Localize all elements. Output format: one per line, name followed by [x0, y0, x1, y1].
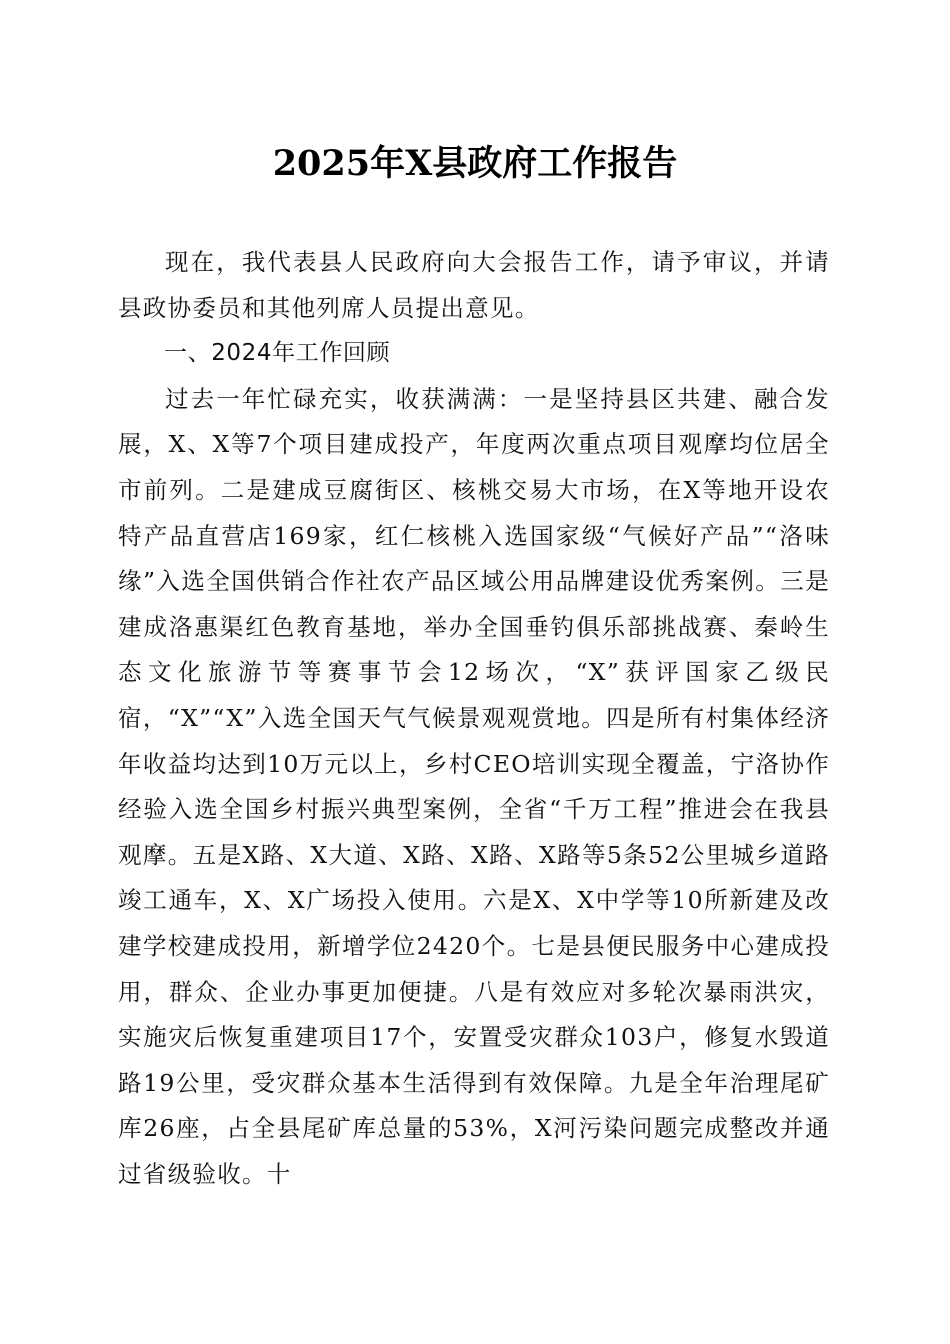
section-heading-review: 一、2024年工作回顾 [164, 340, 391, 367]
intro-paragraph: 现在，我代表县人民政府向大会报告工作，请予审议，并请县政协委员和其他列席人员提出意见。 [118, 248, 830, 322]
document-body [118, 240, 830, 1197]
review-paragraph: 过去一年忙碌充实，收获满满：一是坚持县区共建、融合发展，X、X等7个项目建成投产，年度两次重点项目观摩均位居全市前列。二是建成豆腐街区、核桃交易大市场，在X等地开设农特产品直营店169家，红仁核桃入选国家级“气候好产品”“洛味缘”入选全国供销合作社农产品区域公用品牌建设优秀案例。三是建成洛惠渠红色教育基地，举办全国垂钓俱乐部挑战赛、秦岭生态文化旅游节等赛事节会12场次，“X”获评国家乙级民宿，“X”“X”入选全国天气气候景观观赏地。四是所有村集体经济年收益均达到10万元以上，乡村CEO培训实现全覆盖，宁洛协作经验入选全国乡村振兴典型案例，全省“千万工程”推进会在我县观摩。五是X路、X大道、X路、X路、X路等5条52公里城乡道路竣工通车，X、X广场投入使用。六是X、X中学等10所新建及改建学校建成投用，新增学位2420个。七是县便民服务中心建成投用，群众、企业办事更加便捷。八是有效应对多轮次暴雨洪灾，实施灾后恢复重建项目17个，安置受灾群众103户，修复水毁道路19公里，受灾群众基本生活得到有效保障。九是全年治理尾矿库26座，占全县尾矿库总量的53%，X河污染问题完成整改并通过省级验收。十 [118, 384, 830, 1188]
document-title: 2025年X县政府工作报告 [272, 143, 678, 184]
